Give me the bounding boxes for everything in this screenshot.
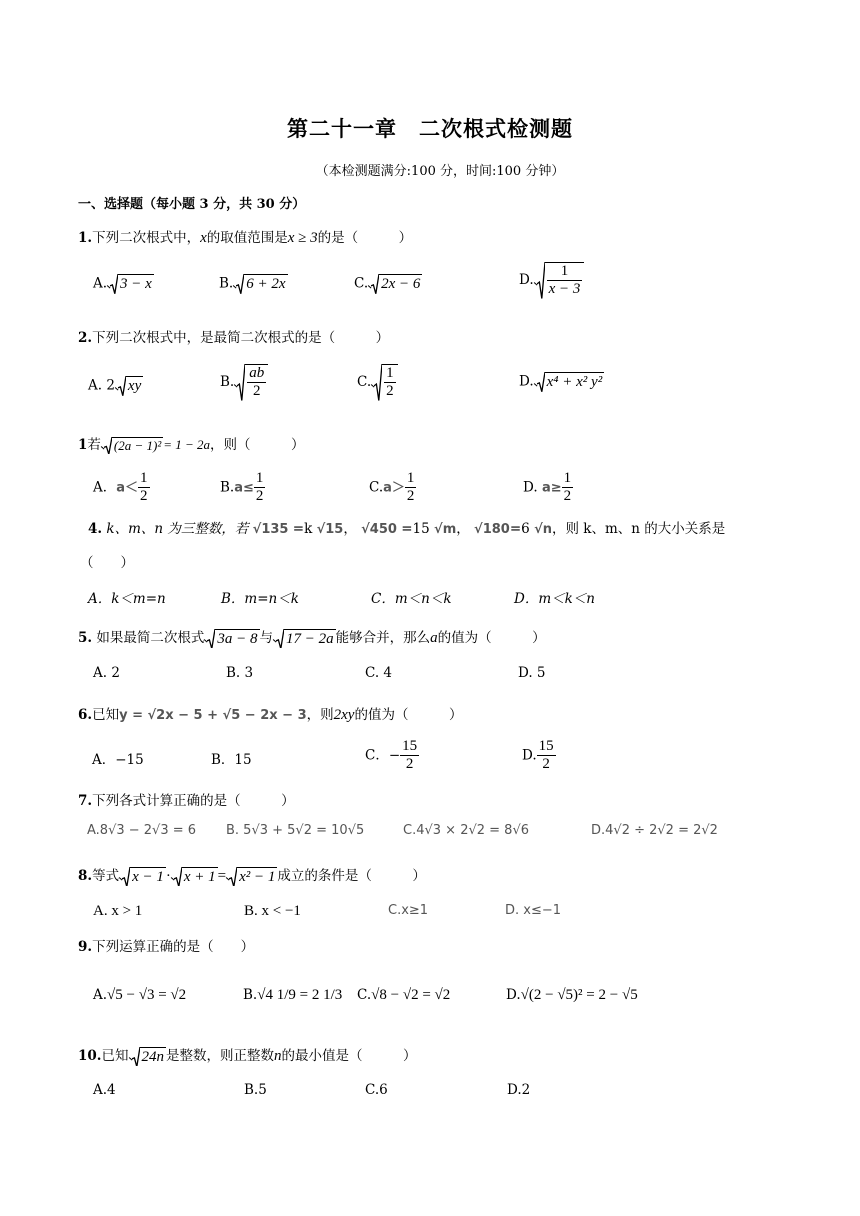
- radical-sign-icon: [537, 262, 545, 299]
- question-6: 6.已知y = √2x − 5 + √5 − 2x − 3，则2xy的值为（ ）: [78, 707, 463, 723]
- radical-sign-icon: [371, 274, 379, 294]
- radical-sign-icon: [110, 274, 118, 294]
- q4-option-c[interactable]: C．m＜n＜k: [371, 591, 452, 607]
- radical-sign-icon: [174, 867, 182, 887]
- question-5: 5. 如果最简二次根式 3a − 8 与 17 − 2a 能够合并，那么a的值为（ ）: [78, 630, 546, 647]
- q2-option-c[interactable]: C. $\frac{1}{2}$: [357, 364, 398, 401]
- q9-option-a[interactable]: A.√5 − √3 = √2: [93, 987, 187, 1003]
- q2-option-d[interactable]: D. x⁴ + x² y²: [519, 373, 603, 390]
- q9-option-c[interactable]: C.√8 − √2 = √2: [357, 987, 451, 1003]
- question-3: 1若 (2a − 1)² = 1 − 2a，则（ ）: [78, 437, 305, 453]
- q4-option-a[interactable]: A．k＜m=n: [88, 591, 166, 607]
- q10-option-d[interactable]: D.2: [507, 1082, 531, 1098]
- radical-sign-icon: [229, 867, 237, 887]
- q10-option-a[interactable]: A.4: [93, 1082, 116, 1098]
- radical-sign-icon: [207, 629, 215, 649]
- q4-option-b[interactable]: B．m=n＜k: [221, 591, 299, 607]
- q3-option-a[interactable]: A．a＜ $\frac{1}{2}$: [93, 470, 148, 505]
- q8-option-a[interactable]: A. x > 1: [93, 903, 143, 919]
- q8-option-d[interactable]: D. x≤−1: [505, 903, 562, 918]
- radical-sign-icon: [122, 867, 130, 887]
- q8-option-c[interactable]: C.x≥1: [388, 903, 429, 918]
- q6-option-d[interactable]: D. $\frac{15}{2}$: [522, 738, 554, 773]
- radical-sign-icon: [132, 1047, 140, 1067]
- question-10: 10.已知 24n 是整数，则正整数n的最小值是（ ）: [78, 1048, 417, 1065]
- q5-option-d[interactable]: D. 5: [518, 665, 546, 681]
- q5-option-a[interactable]: A. 2: [93, 665, 120, 681]
- radical-sign-icon: [537, 372, 545, 392]
- q1-option-b[interactable]: B. 6 + 2x: [219, 275, 286, 292]
- q8-option-b[interactable]: B. x < −1: [244, 903, 301, 919]
- q6-option-b[interactable]: B．15: [211, 752, 252, 768]
- q9-option-d[interactable]: D.√(2 − √5)² = 2 − √5: [506, 987, 638, 1003]
- q3-option-d[interactable]: D. a≥ $\frac{1}{2}$: [523, 470, 572, 505]
- page-title: 第二十一章 二次根式检测题: [287, 117, 573, 141]
- radical-sign-icon: [237, 364, 245, 401]
- question-9: 9.下列运算正确的是（ ）: [78, 939, 255, 955]
- radical-sign-icon: [104, 437, 112, 454]
- q1-option-d[interactable]: D. $\frac{1}{x - 3}$: [519, 262, 584, 299]
- q7-option-d[interactable]: D.4√2 ÷ 2√2 = 2√2: [591, 823, 718, 838]
- radical-sign-icon: [374, 364, 382, 401]
- question-8: 8.等式 x − 1 · x + 1 = x² − 1 成立的条件是（ ）: [78, 868, 426, 885]
- question-number: 1.: [78, 230, 93, 246]
- q7-option-a[interactable]: A.8√3 − 2√3 = 6: [87, 823, 197, 838]
- question-4: 4. k、m、n 为三整数，若 √135 =k √15， √450 =15 √m， √180=6 √n，则 k、m、n 的大小关系是: [88, 521, 726, 537]
- q9-option-b[interactable]: B.√4 1/9 = 2 1/3: [243, 987, 343, 1003]
- q1-option-c[interactable]: C. 2x − 6: [354, 275, 421, 292]
- q5-option-c[interactable]: C. 4: [365, 665, 393, 681]
- q4-option-d[interactable]: D．m＜k＜n: [514, 591, 595, 607]
- q10-option-c[interactable]: C.6: [365, 1082, 388, 1098]
- section-heading: 一、选择题（每小题 3 分，共 30 分）: [78, 197, 306, 212]
- q3-option-b[interactable]: B.a≤ $\frac{1}{2}$: [220, 470, 264, 505]
- radical-sign-icon: [118, 376, 126, 396]
- question-4-paren: （ ）: [80, 555, 134, 571]
- q5-option-b[interactable]: B. 3: [226, 665, 254, 681]
- q1-option-a[interactable]: A. 3 − x: [93, 275, 152, 292]
- q2-option-a[interactable]: A. 2 xy: [88, 377, 142, 394]
- q6-option-a[interactable]: A．−15: [92, 752, 144, 768]
- page-subtitle: （本检测题满分:100 分，时间:100 分钟）: [315, 164, 565, 179]
- q7-option-b[interactable]: B. 5√3 + 5√2 = 10√5: [226, 823, 365, 838]
- q2-option-b[interactable]: B. $\frac{ab}{2}$: [220, 364, 268, 401]
- question-2: 2.下列二次根式中，是最简二次根式的是（ ）: [78, 330, 390, 346]
- question-1: 1.下列二次根式中，x的取值范围是x ≥ 3的是（ ）: [78, 230, 413, 246]
- radical-sign-icon: [276, 629, 284, 649]
- question-7: 7.下列各式计算正确的是（ ）: [78, 793, 295, 809]
- q10-option-b[interactable]: B.5: [244, 1082, 267, 1098]
- q7-option-c[interactable]: C.4√3 × 2√2 = 8√6: [403, 823, 530, 838]
- radical-sign-icon: [236, 274, 244, 294]
- q3-option-c[interactable]: C.a＞ $\frac{1}{2}$: [369, 470, 415, 505]
- q6-option-c[interactable]: C．− $\frac{15}{2}$: [365, 738, 418, 773]
